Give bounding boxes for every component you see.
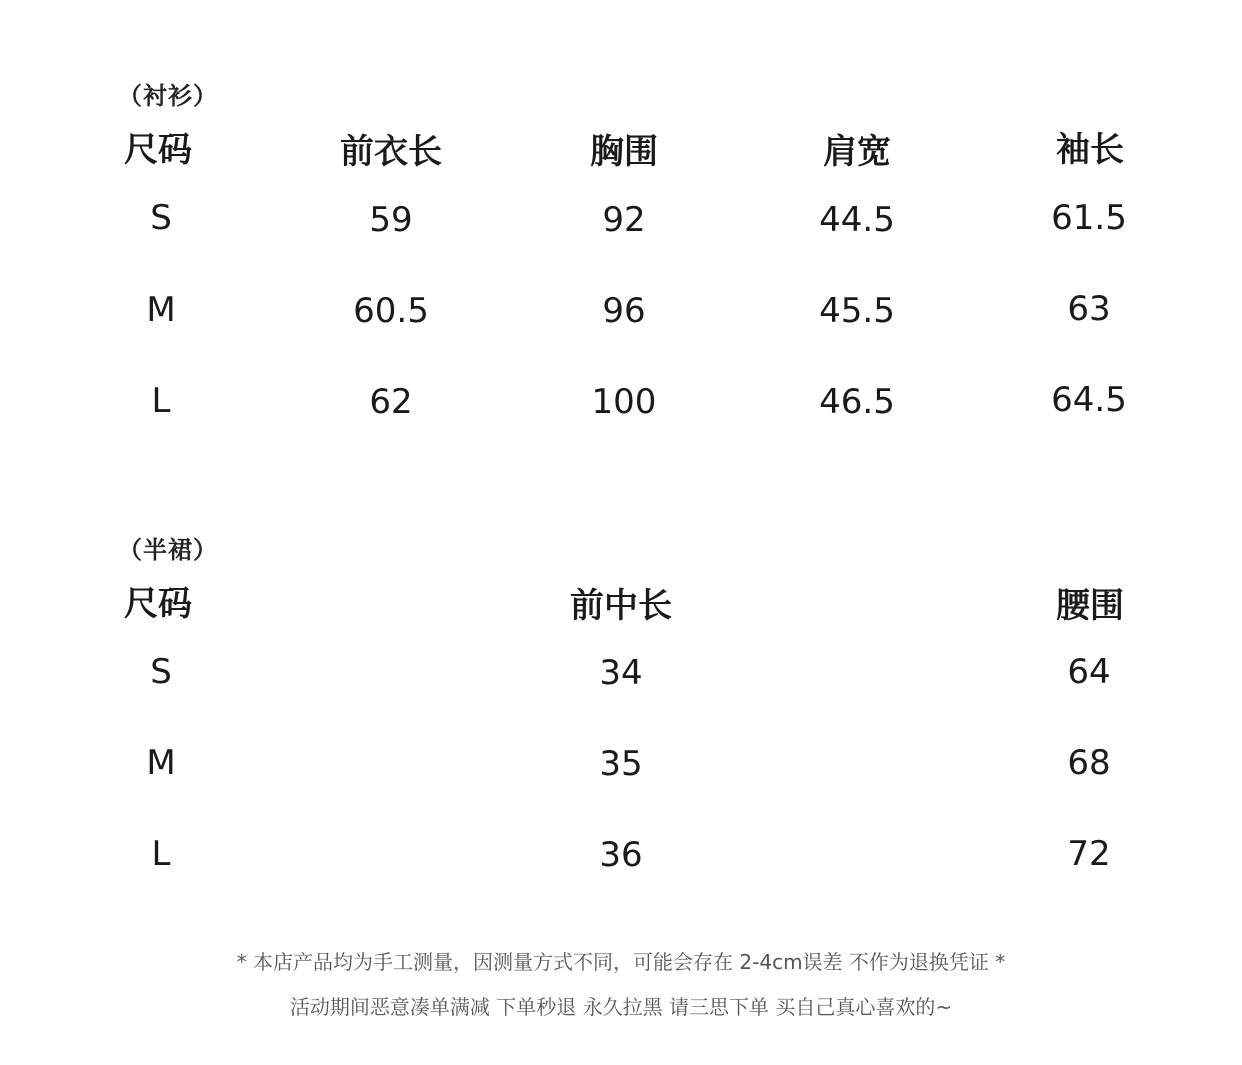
front-center-length-cell: 34 — [599, 653, 643, 693]
sleeve-cell: 61.5 — [1051, 198, 1127, 238]
waist-cell: 72 — [1067, 834, 1111, 874]
shoulder-cell: 45.5 — [819, 291, 895, 331]
front-length-cell: 60.5 — [353, 291, 429, 331]
chest-cell: 92 — [602, 200, 646, 240]
header-size: 尺码 — [124, 130, 192, 170]
skirt-section-label: （半裙） — [118, 536, 218, 564]
chest-cell: 100 — [591, 382, 657, 422]
front-center-length-cell: 35 — [599, 744, 643, 784]
size-cell: S — [150, 198, 172, 238]
header-front-length: 前衣长 — [340, 132, 442, 172]
shirt-section-label: （衬衫） — [118, 82, 218, 110]
header-front-center-length: 前中长 — [570, 586, 672, 626]
size-cell: L — [151, 381, 171, 421]
size-cell: S — [150, 652, 172, 692]
order-policy-note: 活动期间恶意凑单满减 下单秒退 永久拉黑 请三思下单 买自己真心喜欢的~ — [289, 995, 953, 1019]
waist-cell: 64 — [1067, 652, 1111, 692]
header-chest: 胸围 — [590, 132, 658, 172]
size-cell: M — [146, 290, 176, 330]
header-shoulder-width: 肩宽 — [823, 132, 891, 172]
sleeve-cell: 63 — [1067, 289, 1111, 329]
front-length-cell: 59 — [369, 200, 413, 240]
size-cell: M — [146, 743, 176, 783]
chest-cell: 96 — [602, 291, 646, 331]
waist-cell: 68 — [1067, 743, 1111, 783]
measurement-disclaimer: * 本店产品均为手工测量，因测量方式不同，可能会存在 2-4cm误差 不作为退换凭证 * — [236, 950, 1006, 974]
size-cell: L — [151, 834, 171, 874]
header-size: 尺码 — [124, 584, 192, 624]
front-length-cell: 62 — [369, 382, 413, 422]
shoulder-cell: 44.5 — [819, 200, 895, 240]
header-sleeve-length: 袖长 — [1056, 130, 1124, 170]
shoulder-cell: 46.5 — [819, 382, 895, 422]
front-center-length-cell: 36 — [599, 835, 643, 875]
sleeve-cell: 64.5 — [1051, 380, 1127, 420]
header-waist: 腰围 — [1056, 586, 1124, 626]
